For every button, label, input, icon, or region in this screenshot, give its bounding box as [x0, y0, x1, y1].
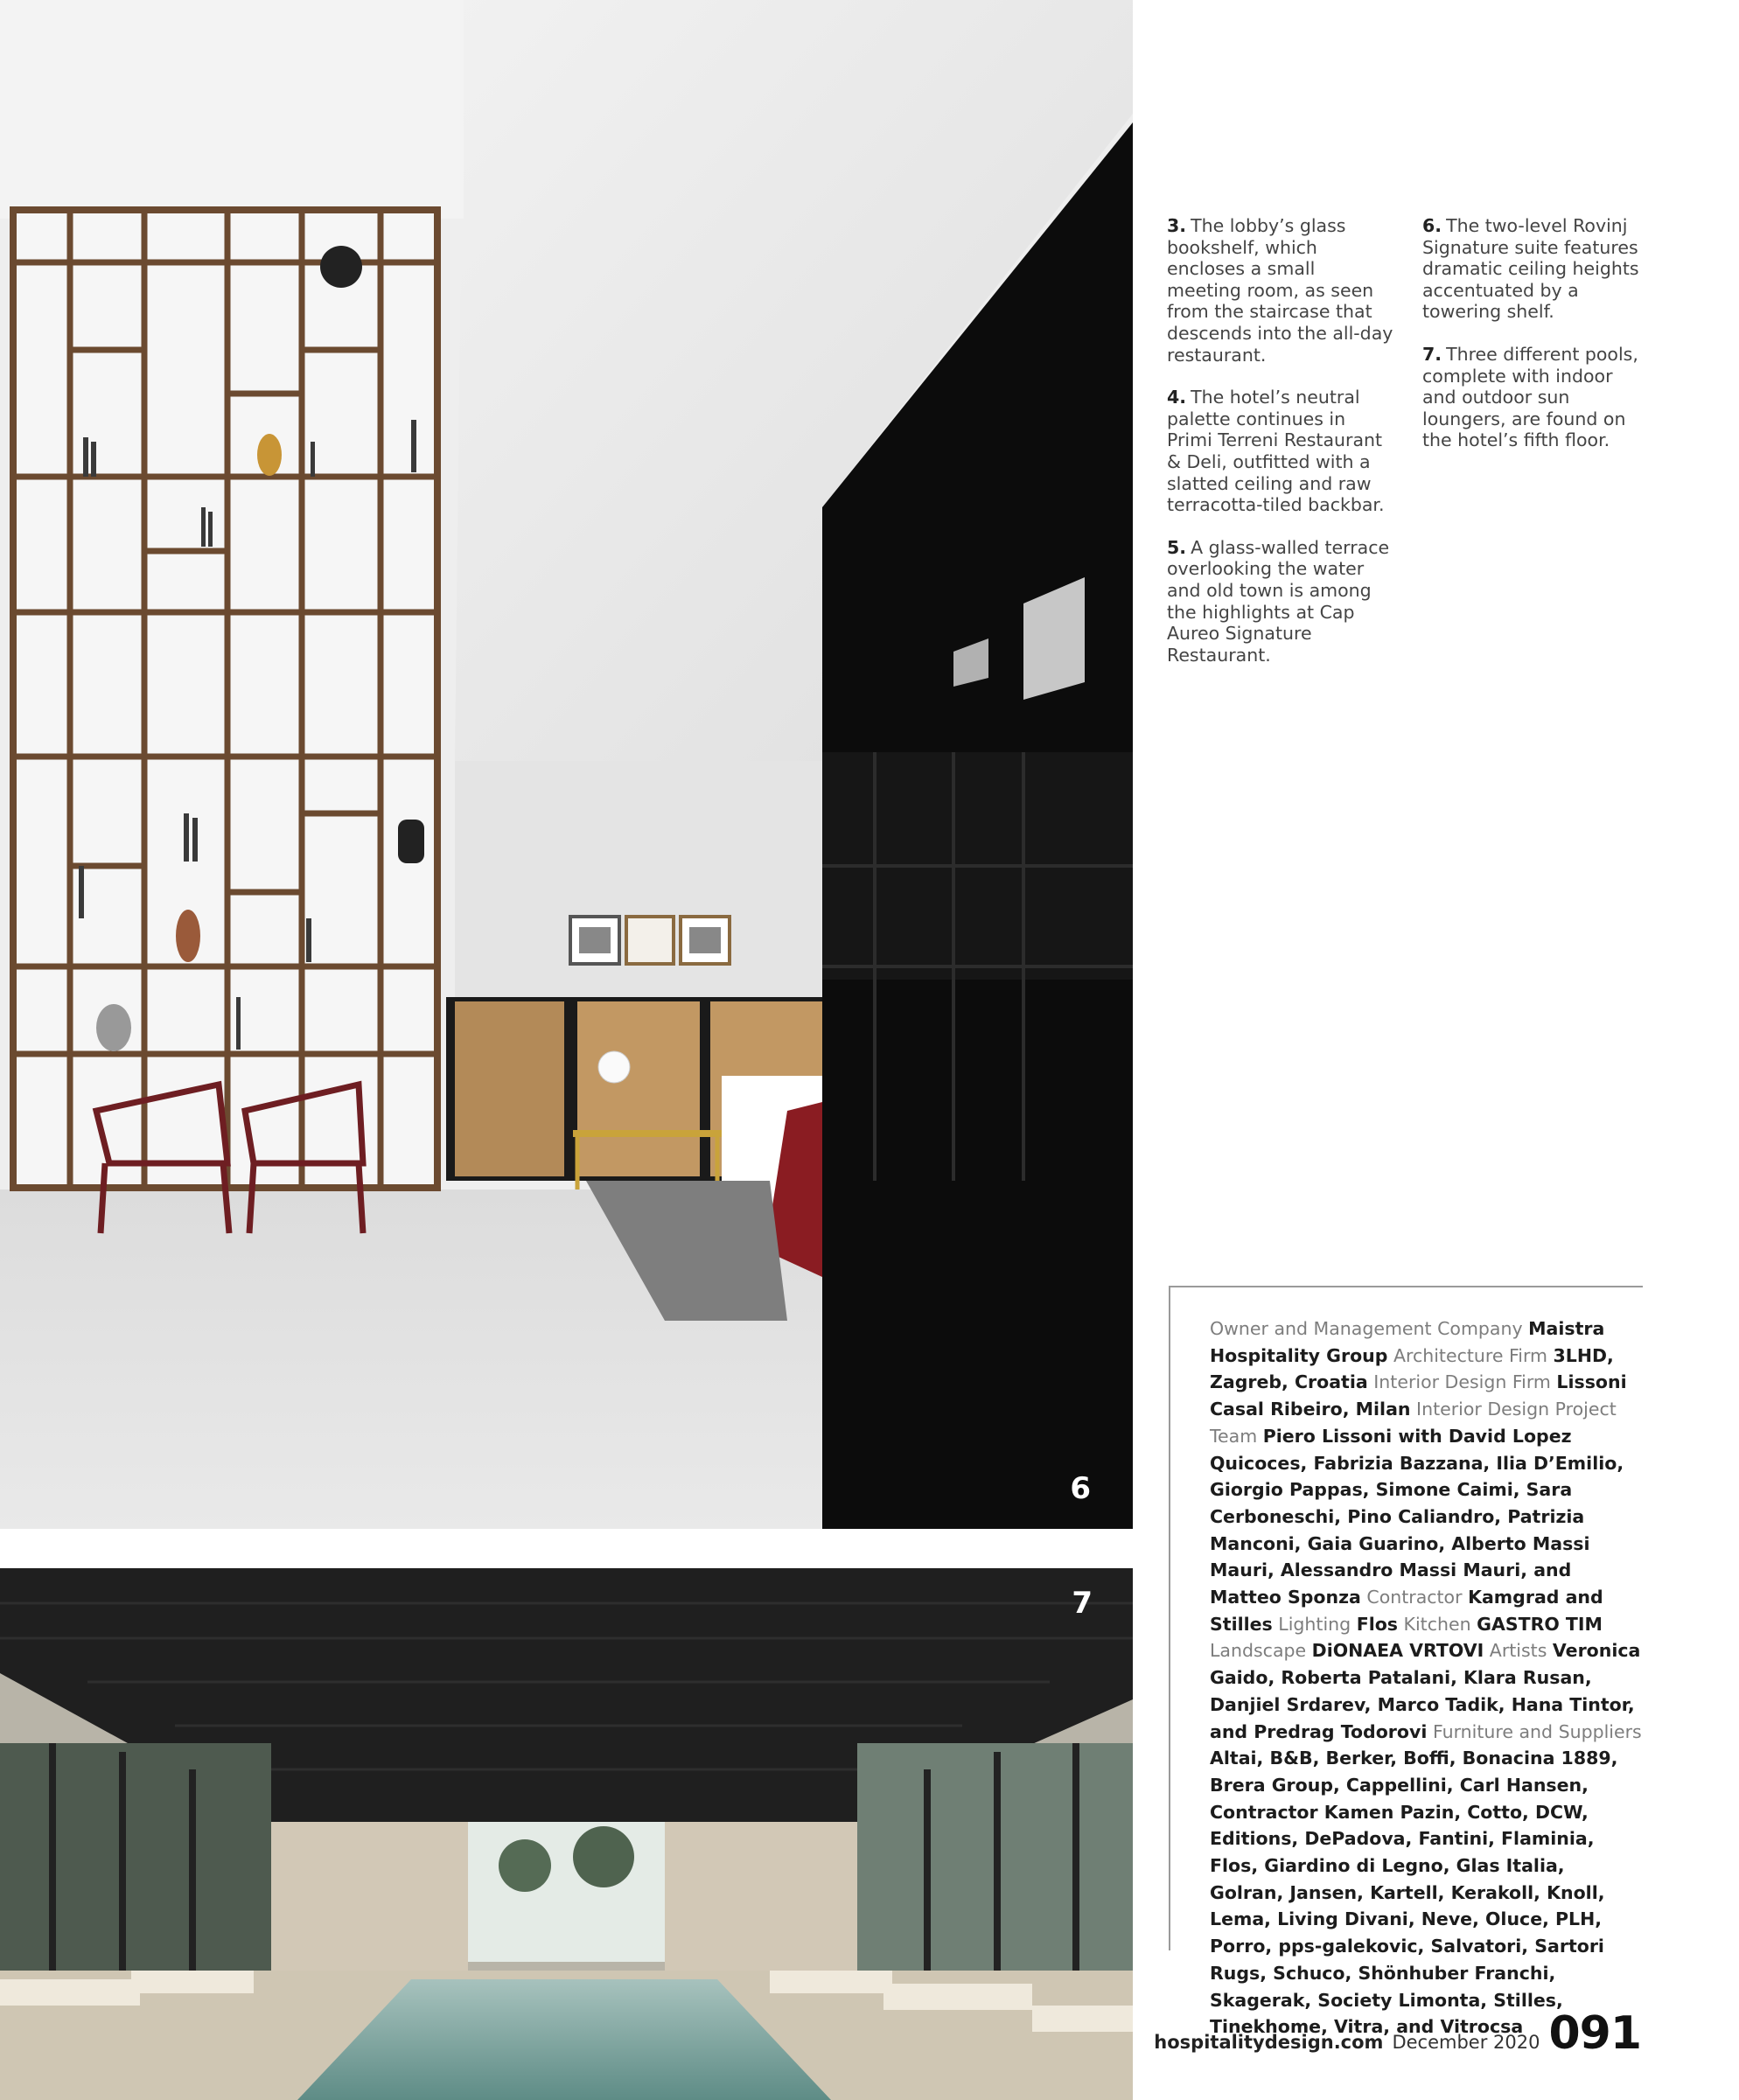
caption-3: 3. The lobby’s glass bookshelf, which encloses a small meeting room, as seen from the staircase that descends into the all-day restaurant. [1167, 215, 1393, 366]
credit-label: Interior Design Project Team [1210, 1399, 1617, 1447]
captions-right-column [1422, 215, 1650, 472]
caption-7: 7. Three different pools, complete with indoor and outdoor sun loungers, are found on the hotel’s fifth floor. [1422, 343, 1638, 451]
credits-text [1210, 1315, 1643, 2041]
caption-4: 4. The hotel’s neutral palette continues in Primi Terreni Restaurant & Deli, outfitted with a slatted ceiling and raw terracotta-tiled backbar. [1167, 387, 1385, 516]
credit-value: GASTRO TIM [1477, 1613, 1603, 1635]
credit-label: Architecture Firm [1393, 1344, 1548, 1366]
photo-number-7: 7 [1072, 1586, 1093, 1621]
credit-label: Contractor [1366, 1587, 1463, 1608]
caption-5: 5. A glass-walled terrace overlooking the water and old town is among the highlights at Cap Aureo Signature Restaurant. [1167, 536, 1390, 666]
page-number: 091 [1548, 2007, 1641, 2060]
photo-suite [0, 0, 1133, 1529]
credit-label: Furniture and Suppliers [1432, 1720, 1642, 1742]
credit-value: DiONAEA VRTOVI [1311, 1640, 1484, 1662]
page-footer [1154, 2007, 1641, 2060]
credit-value: Kamgrad and Stilles [1210, 1587, 1603, 1635]
credit-label: Artists [1489, 1640, 1547, 1662]
credit-label: Kitchen [1403, 1613, 1471, 1635]
credit-value: Lissoni Casal Ribeiro, Milan [1210, 1371, 1627, 1420]
website-link[interactable]: hospitalitydesign.com [1154, 2032, 1384, 2053]
credit-value: 3LHD, Zagreb, Croatia [1210, 1344, 1614, 1393]
suite-photo-illustration [0, 0, 1133, 1529]
photo-number-6: 6 [1070, 1471, 1091, 1506]
bookshelf [13, 210, 437, 1188]
photo-pool [0, 1568, 1133, 2100]
captions-left-column [1167, 215, 1394, 687]
caption-6: 6. The two-level Rovinj Signature suite features dramatic ceiling heights accentuated by a towering shelf. [1422, 215, 1639, 323]
credit-label: Interior Design Firm [1373, 1371, 1551, 1393]
credit-label: Lighting [1278, 1613, 1351, 1635]
wall-frames [570, 917, 730, 964]
issue-date: December 2020 [1392, 2032, 1540, 2053]
pool-photo-illustration [0, 1568, 1133, 2100]
credit-value: Altai, B&B, Berker, Boffi, Bonacina 1889, Brera Group, Cappellini, Carl Hansen, Contractor Kamen Pazin, Cotto, DCW, Editions, DePadova, Fantini, Flaminia, Flos, Giardino di Legno, Glas Italia, Golran, Jansen, Kartell, Kerakoll, Knoll, Lema, Living Divani, Neve, Oluce, PLH, Porro, pps-galekovic, Salvatori, Sartori Rugs, Schuco, Shönhuber Franchi, Skagerak, Society Limonta, Stilles, Tinekhome, Vitra, and Vitrocsa [1210, 1748, 1618, 2038]
credit-value: Flos [1356, 1613, 1399, 1635]
credit-value: Maistra Hospitality Group [1210, 1318, 1605, 1366]
credit-label: Owner and Management Company [1210, 1318, 1523, 1339]
credit-value: Piero Lissoni with David Lopez Quicoces, Fabrizia Bazzana, Ilia D’Emilio, Giorgio Pappas, Simone Caimi, Sara Cerboneschi, Pino Caliandro, Patrizia Manconi, Gaia Guarino, Alberto Massi Mauri, Alessandro Massi Mauri, and Matteo Sponza [1210, 1425, 1624, 1608]
credit-value: Veronica Gaido, Roberta Patalani, Klara Rusan, Danjiel Srdarev, Marco Tadik, Hana Tintor, and Predrag Todorovi [1210, 1640, 1641, 1742]
credit-label: Landscape [1210, 1640, 1307, 1662]
